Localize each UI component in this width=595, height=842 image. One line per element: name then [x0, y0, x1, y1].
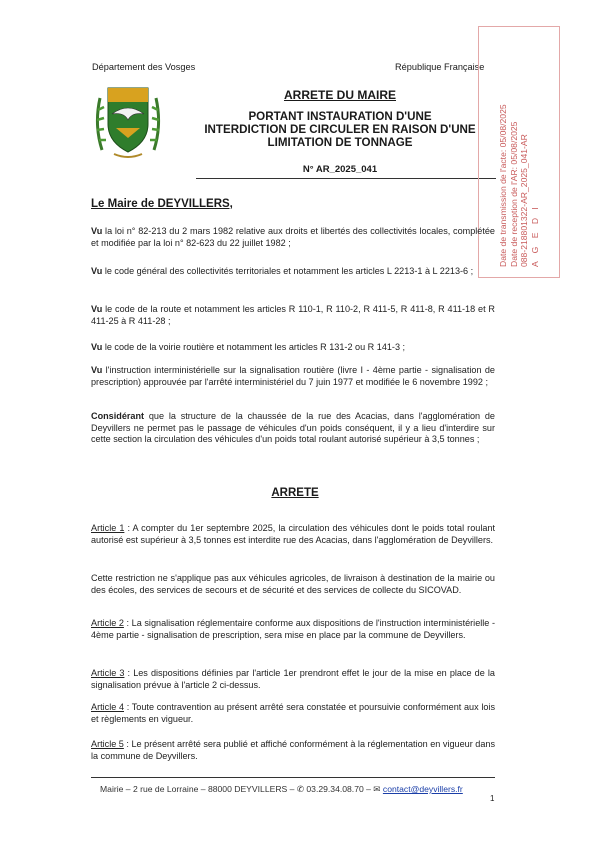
- vu-paragraph-2: Vu le code général des collectivités territoriales et notamment les articles L 2213-1 à L 2213-6 ;: [91, 266, 474, 276]
- article-4: Article 4 : Toute contravention au présent arrêté sera constatée et poursuivie conformément aux lois et règlements en vigueur.: [91, 702, 495, 724]
- decree-title: PORTANT INSTAURATION D'UNE INTERDICTION DE CIRCULER EN RAISON D'UNE LIMITATION DE TONNAGE: [204, 110, 476, 149]
- department-label: Département des Vosges: [92, 62, 196, 72]
- arrete-heading: ARRETE: [271, 487, 319, 499]
- footer-email-link[interactable]: contact@deyvillers.fr: [382, 784, 463, 794]
- decree-number: N° AR_2025_041: [302, 164, 378, 175]
- article-5: Article 5 : Le présent arrêté sera publié et affiché conformément à la réglementation en vigueur dans la commune de Deyvillers.: [91, 739, 495, 761]
- vu-paragraph-5: Vu l'instruction interministérielle sur la signalisation routière (livre I - 4ème partie - signalisation de prescription) approuvée par l'arrêté interministériel du 7 juin 1977 et modifiée le 6 novembre 1992 ;: [91, 365, 495, 387]
- vu-paragraph-1: Vu la loi n° 82-213 du 2 mars 1982 relative aux droits et libertés des collectivités locales, complétée et modifiée par la loi n° 82-623 du 22 juillet 1982 ;: [91, 226, 495, 248]
- article-1: Article 1 : A compter du 1er septembre 2025, la circulation des véhicules dont le poids total roulant autorisé est supérieur à 3,5 tonnes est interdite rue des Acacias, dans l'agglomération de Deyvillers.: [91, 523, 495, 545]
- stamp-reception-date: Date de reception de l'AR: 05/08/2025: [508, 121, 519, 267]
- stamp-reference: 088-218801322-AR_2025_041-AR: [519, 134, 529, 267]
- mayor-line: Le Maire de DEYVILLERS,: [91, 198, 233, 210]
- stamp-agedi: A G E D I: [529, 204, 540, 267]
- footer-rule: [91, 777, 495, 778]
- footer-contact: [100, 784, 463, 795]
- page-number: 1: [490, 794, 495, 803]
- vu-paragraph-4: Vu le code de la voirie routière et notamment les articles R 131-2 ou R 141-3 ;: [91, 342, 406, 352]
- article-1-exception: Cette restriction ne s'applique pas aux véhicules agricoles, de livraison à destination de la mairie ou des écoles, des services de secours et de sécurité et des services de collecte du SICOVAD.: [91, 573, 495, 595]
- article-2: Article 2 : La signalisation réglementaire conforme aux dispositions de l'instruction interministérielle - 4ème partie - signalisation de prescription, sera mise en place par la commune de Deyvillers.: [91, 618, 495, 640]
- article-3: Article 3 : Les dispositions définies par l'article 1er prendront effet le jour de la mise en place de la signalisation prévue à l'article 2 ci-dessus.: [91, 668, 495, 690]
- footer-address: Mairie – 2 rue de Lorraine – 88000 DEYVILLERS – ✆ 03.29.34.08.70 – ✉: [100, 784, 383, 794]
- vu-paragraph-3: Vu le code de la route et notamment les articles R 110-1, R 110-2, R 411-5, R 411-8, R 411-18 et R 411-25 à R 411-28 ;: [91, 304, 495, 326]
- stamp-transmission-date: Date de transmission de l'acte: 05/08/2025: [497, 104, 508, 267]
- republic-label: République Française: [395, 62, 485, 72]
- coat-of-arms-logo: [92, 80, 164, 162]
- title-rule: [196, 178, 496, 179]
- decree-heading: ARRETE DU MAIRE: [283, 88, 396, 102]
- considerant-paragraph: Considérant que la structure de la chaussée de la rue des Acacias, dans l'agglomération de Deyvillers ne permet pas le passage de véhicules d'un poids conséquent, il y a lieu d'interdire sur cette section la circulation des véhicules d'un poids total roulant autorisé supérieur à 3,5 tonnes ;: [91, 411, 495, 445]
